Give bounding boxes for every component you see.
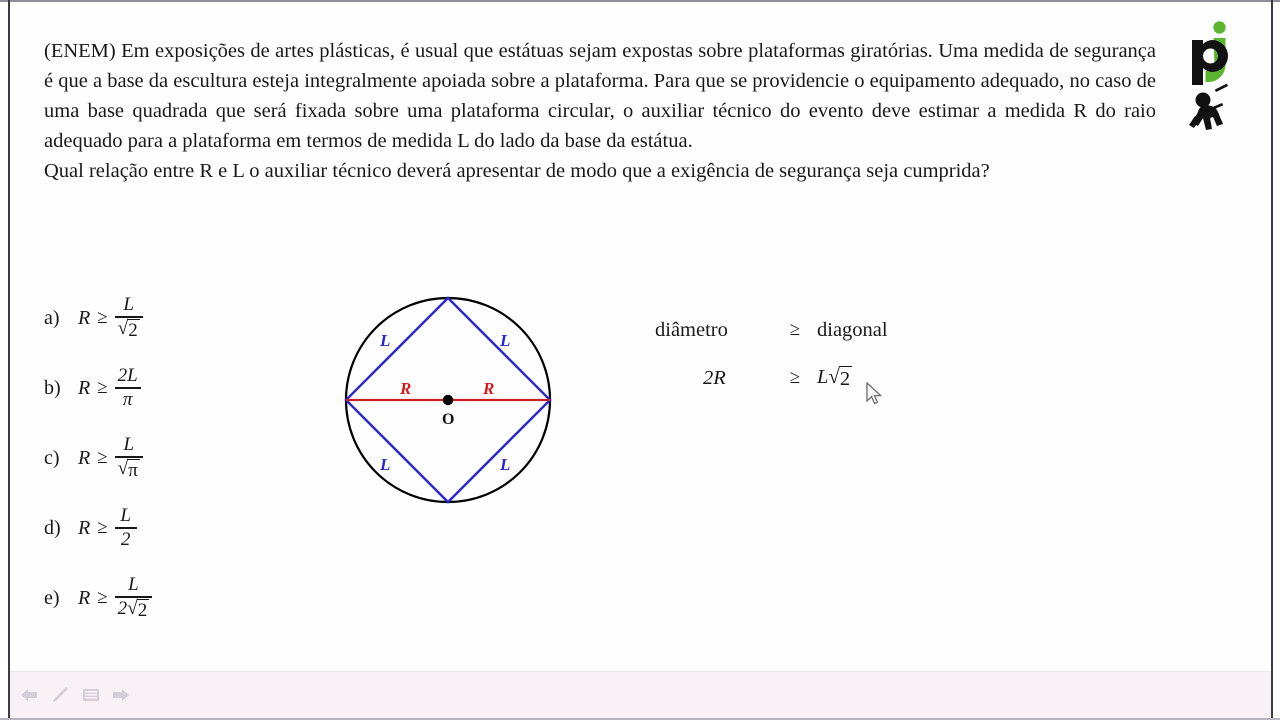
- option-d-expression: [78, 506, 137, 549]
- side-label-bottom-left: L: [380, 455, 391, 474]
- option-e-coefficient: 2: [117, 597, 128, 619]
- option-d-lhs: R: [78, 516, 91, 539]
- solution-diameter-word: diâmetro: [655, 318, 728, 341]
- frame-right-border: [1271, 0, 1273, 720]
- radius-label-right: R: [483, 379, 495, 398]
- frame-left-border: [8, 0, 10, 720]
- option-c-numerator: L: [123, 434, 135, 456]
- option-c-letter: c): [44, 446, 60, 469]
- solution-relation-1: ≥: [789, 319, 801, 340]
- option-e-numerator: L: [128, 574, 139, 596]
- option-d-relation: ≥: [97, 517, 108, 538]
- sqrt-group: [828, 363, 852, 391]
- solution-l-coefficient: L: [817, 365, 829, 388]
- option-d-fraction: [115, 506, 137, 549]
- center-point-dot: [443, 395, 453, 405]
- radical-sign-icon: √: [828, 363, 840, 388]
- option-c-lhs: R: [78, 446, 91, 469]
- statement-paragraph-1: (ENEM) Em exposições de artes plásticas, é usual que estátuas sejam expostas sobre plataformas giratórias. Uma medida de segurança é que a base da escultura esteja integralmente apoiada sobre a plataforma. Para que se providencie o equipamento adequado, no caso de uma base quadrada que será fixada sobre uma plataforma circular, o auxiliar técnico do evento deve estimar a medida R do raio adequado para a plataforma em termos de medida L do lado da base da estátua.: [44, 40, 1156, 152]
- worked-solution: [655, 312, 888, 396]
- option-e-lhs: R: [78, 586, 91, 609]
- option-c-denominator: [115, 458, 143, 481]
- option-b[interactable]: [44, 353, 344, 423]
- answer-options-list: [44, 283, 344, 633]
- option-e-denominator: [115, 598, 153, 621]
- option-c-relation: ≥: [97, 447, 108, 468]
- logo-ninja-glyph: [1189, 84, 1228, 130]
- question-statement: [44, 36, 1156, 186]
- option-a-numerator: L: [123, 294, 134, 316]
- solution-2r-term: 2R: [703, 366, 726, 389]
- sqrt-group: [127, 599, 149, 621]
- option-d[interactable]: [44, 493, 344, 563]
- option-c[interactable]: [44, 423, 344, 493]
- brand-logo: [1186, 20, 1232, 130]
- option-a-denominator: [115, 318, 143, 341]
- option-b-fraction: [115, 366, 141, 409]
- radius-label-left: R: [400, 379, 412, 398]
- redo-icon[interactable]: [110, 685, 132, 705]
- option-e-fraction: [115, 575, 153, 620]
- logo-svg: [1186, 20, 1232, 130]
- side-label-top-left: L: [380, 331, 391, 350]
- option-b-lhs: R: [78, 376, 91, 399]
- diagram-svg: [330, 282, 570, 522]
- sqrt-group: [118, 459, 140, 481]
- option-a[interactable]: [44, 283, 344, 353]
- option-a-radicand: 2: [128, 319, 138, 341]
- option-e-radicand: 2: [137, 599, 148, 621]
- statement-paragraph-2: Qual relação entre R e L o auxiliar técnico deverá apresentar de modo que a exigência de segurança seja cumprida?: [44, 160, 990, 182]
- eraser-icon[interactable]: [80, 685, 102, 705]
- option-d-denominator: 2: [120, 528, 131, 550]
- frame-top-border: [0, 0, 1280, 2]
- option-b-numerator: 2L: [117, 365, 138, 387]
- option-b-relation: ≥: [97, 377, 108, 398]
- option-b-letter: b): [44, 376, 61, 399]
- sqrt-group: [118, 319, 140, 341]
- solution-relation-2: ≥: [789, 367, 801, 388]
- circle-inscribed-square-diagram: [330, 282, 570, 522]
- option-e-relation: ≥: [97, 587, 108, 608]
- undo-icon[interactable]: [18, 685, 40, 705]
- option-d-letter: d): [44, 516, 61, 539]
- mouse-cursor: [866, 382, 884, 408]
- option-a-expression: [78, 295, 143, 340]
- option-b-expression: [78, 366, 141, 409]
- option-d-numerator: L: [120, 505, 131, 527]
- option-b-denominator: π: [122, 388, 133, 410]
- solution-radicand: 2: [839, 367, 851, 390]
- option-e[interactable]: [44, 563, 344, 633]
- solution-row-words: [655, 312, 888, 348]
- solution-diagonal-word: diagonal: [817, 318, 888, 341]
- option-c-expression: [78, 435, 143, 480]
- radical-sign-icon: √: [127, 597, 138, 619]
- pen-icon[interactable]: [50, 685, 72, 705]
- option-a-letter: a): [44, 306, 60, 329]
- side-label-top-right: L: [500, 331, 511, 350]
- option-e-expression: [78, 575, 152, 620]
- center-label: O: [442, 411, 455, 428]
- radical-sign-icon: √: [117, 457, 129, 479]
- option-e-letter: e): [44, 586, 60, 609]
- radical-sign-icon: √: [117, 317, 129, 339]
- drawing-toolbar: [10, 671, 1271, 718]
- option-a-lhs: R: [78, 306, 91, 329]
- solution-lsqrt2-term: [817, 363, 852, 391]
- solution-row-formula: [703, 360, 888, 396]
- option-a-fraction: [115, 295, 143, 340]
- option-a-relation: ≥: [97, 307, 108, 328]
- side-label-bottom-right: L: [500, 455, 511, 474]
- option-c-radicand: π: [128, 459, 138, 481]
- option-c-fraction: [115, 435, 143, 480]
